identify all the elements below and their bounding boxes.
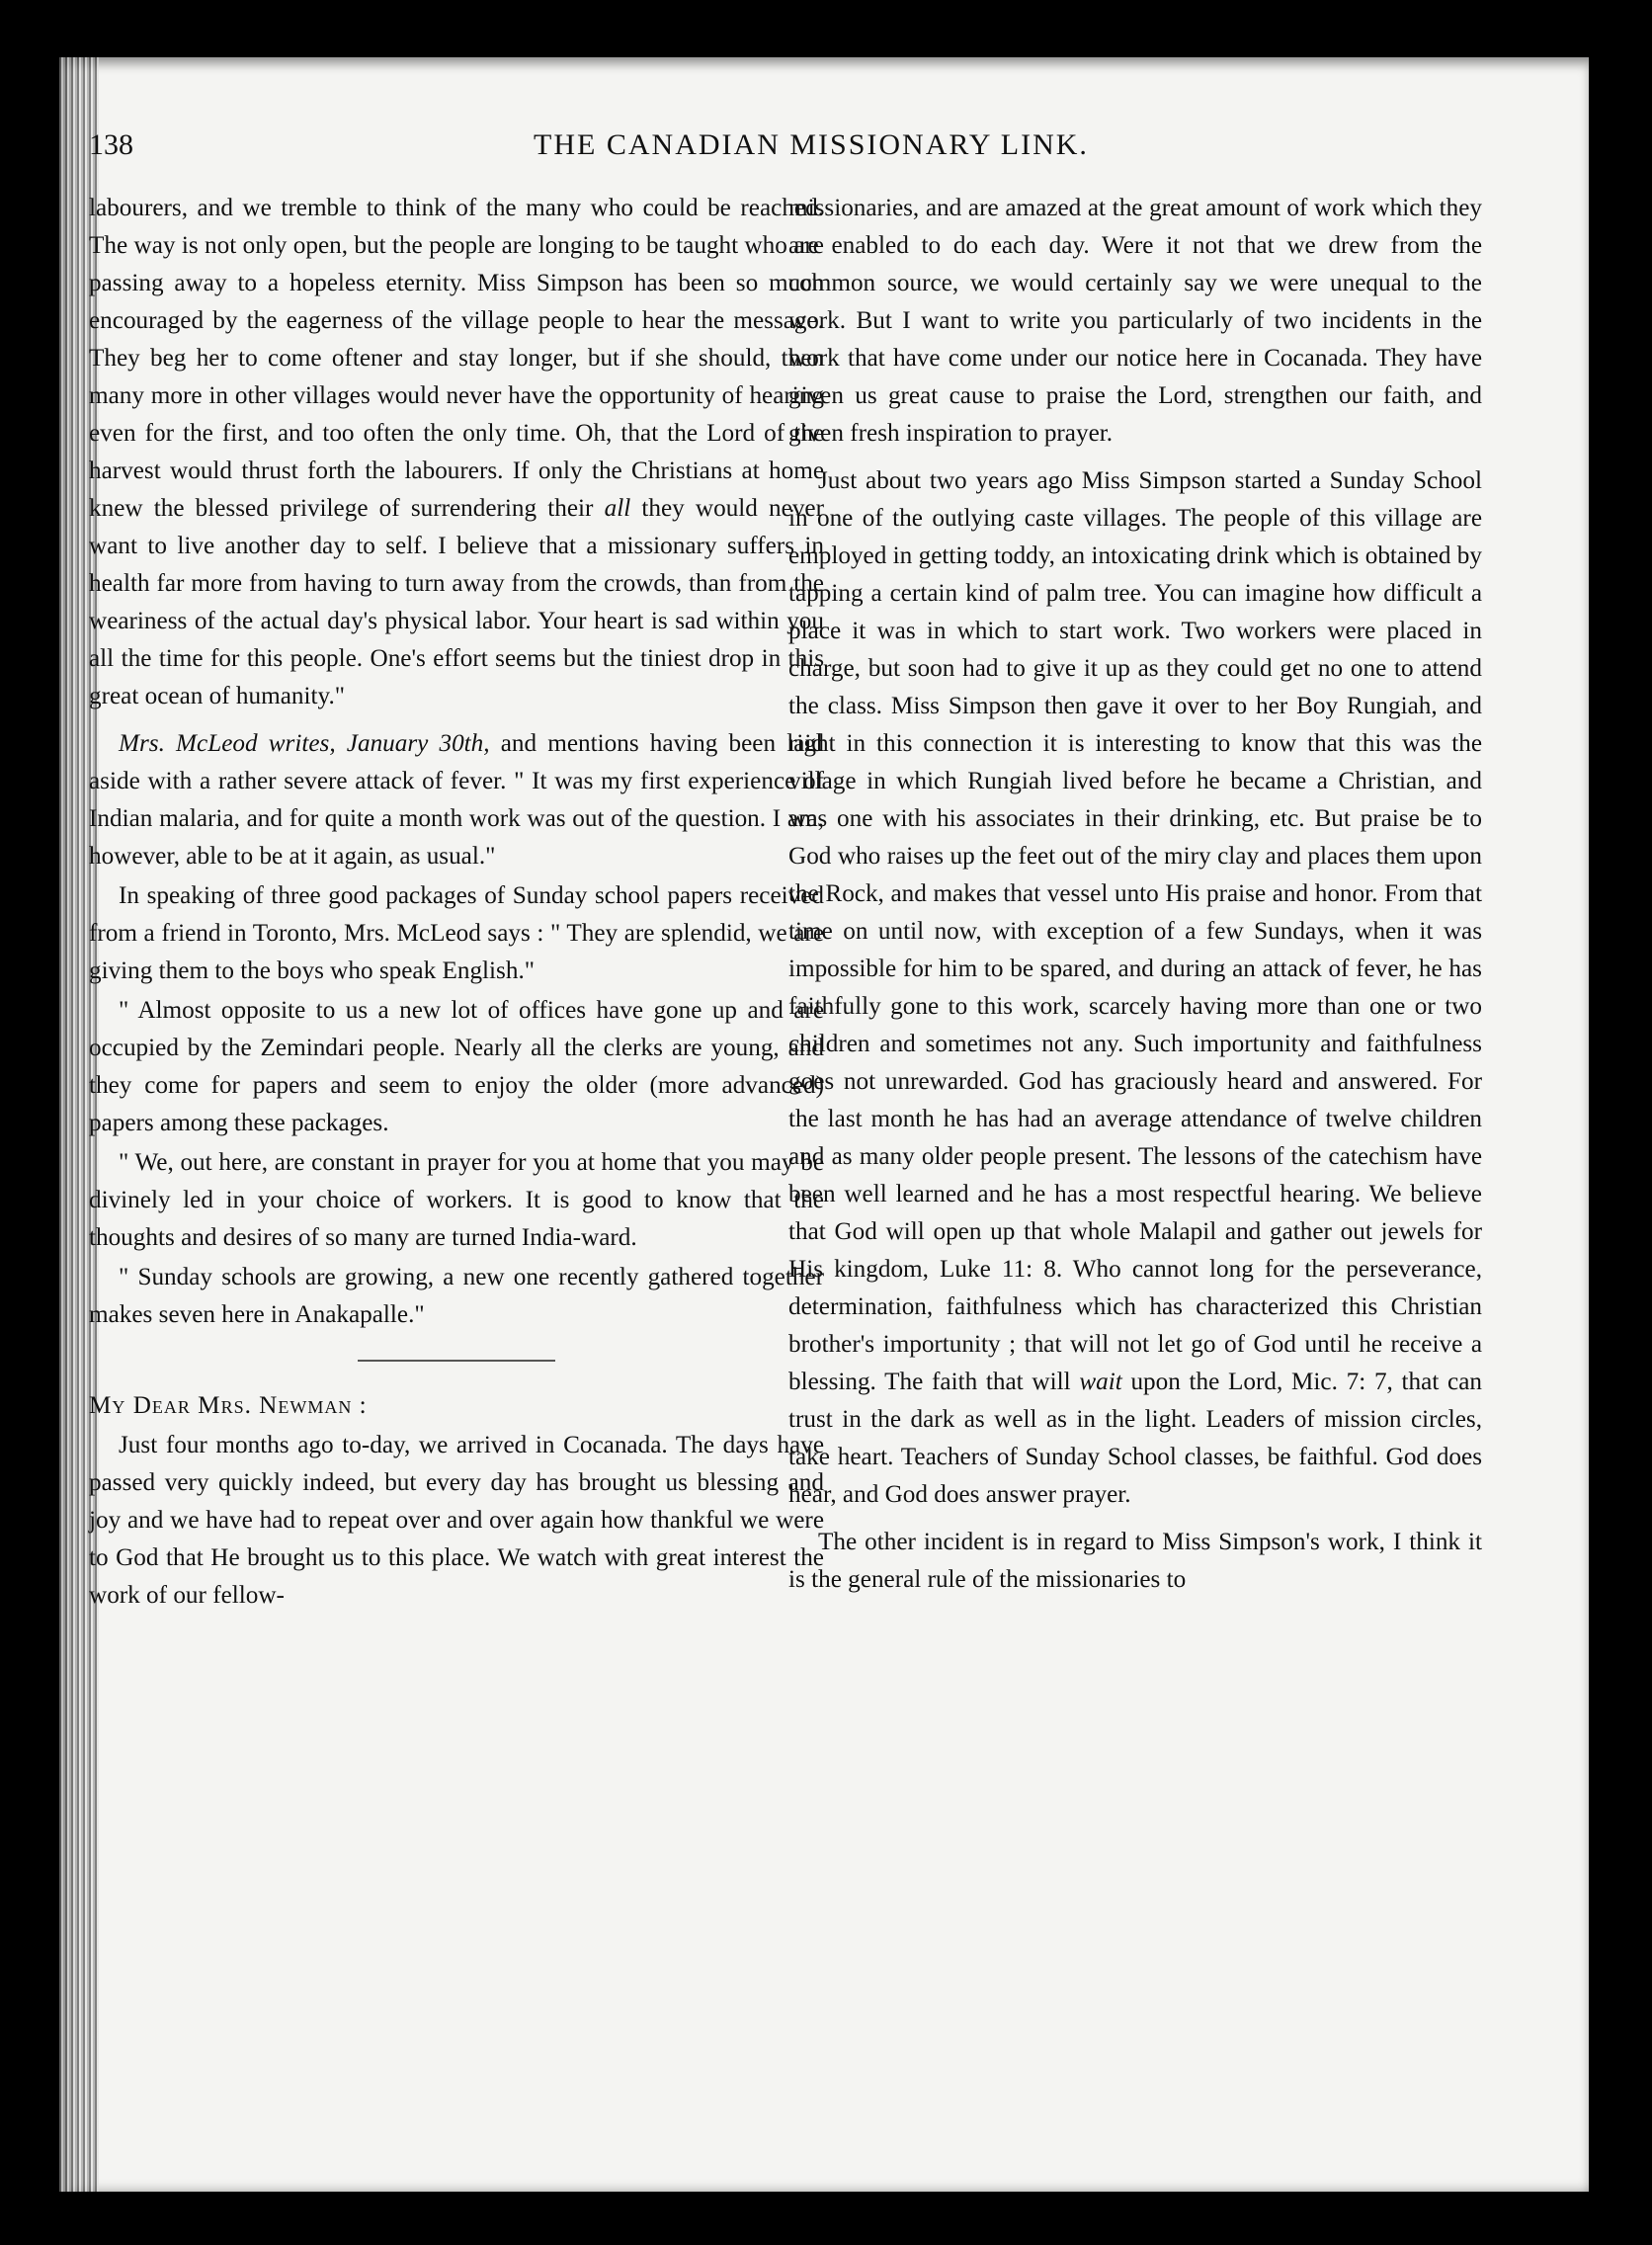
page-number: 138 xyxy=(89,128,133,161)
italic-text: Mrs. McLeod writes, January 30th, xyxy=(119,730,490,757)
right-column xyxy=(788,190,1482,1601)
left-column xyxy=(89,190,824,1617)
text-run: Just about two years ago Miss Simpson started a Sunday School in one of the outlying caste villages. The people of this village are employed in getting toddy, an intoxicating drink which is obtained by tapping a certain kind of palm tree. You can imagine how difficult a place it was in which to start work. Two workers were placed in charge, but soon had to give it up as they could get no one to attend the class. Miss Simpson then gave it over to her Boy Rungiah, and right in this connection it is interesting to know that this was the village in which Rungiah lived before he became a Christian, and was one with his associates in their drinking, etc. But praise be to God who raises up the feet out of the miry clay and places them upon the Rock, and makes that vessel unto His praise and honor. From that time on until now, with exception of a few Sundays, when it was impossible for him to be spared, and during an attack of fever, he has faithfully gone to this work, scarcely having more than one or two children and sometimes not any. Such importunity and faithfulness goes not unrewarded. God has graciously heard and answered. For the last month he has had an average attendance of twelve children and as many older people present. The lessons of the catechism have been well learned and he has a most respectful hearing. We believe that God will open up that whole Malapil and gather out jewels for His kingdom, Luke 11: 8. Who cannot long for the perseverance, determination, faithfulness which has characterized this Christian brother's importunity ; that will not let go of God until he receive a blessing. The faith that will xyxy=(788,467,1482,1395)
paragraph xyxy=(89,190,824,715)
running-title: THE CANADIAN MISSIONARY LINK. xyxy=(534,128,1089,161)
paragraph: Just four months ago to-day, we arrived in Cocanada. The days have passed very quickly indeed, but every day has brought us blessing and joy and we have had to repeat over and over again how thankful we were to God that He brought us to this place. We watch with great interest the work of our fellow- xyxy=(89,1432,824,1609)
paragraph xyxy=(89,725,824,875)
text-run: and mentions having been laid aside with a rather severe attack of fever. " It was my first experience of Indian malaria, and for quite a month work was out of the question. I am, however, able to be at it again, as usual." xyxy=(89,730,825,870)
page-header xyxy=(89,128,1533,178)
paragraph: The other incident is in regard to Miss Simpson's work, I think it is the general rule of the missionaries to xyxy=(788,1529,1482,1593)
text-run: upon the Lord, Mic. 7: 7, that can trust in the dark as well as in the light. Leaders of mission circles, take heart. Teachers of Sunday School classes, be faithful. God does hear, and God does answer prayer. xyxy=(788,1369,1483,1508)
paragraph: " Sunday schools are growing, a new one recently gathered together makes seven here in Anakapalle." xyxy=(89,1264,824,1328)
italic-text: all xyxy=(604,495,631,522)
paragraph: missionaries, and are amazed at the great amount of work which they are enabled to do each day. Were it not that we drew from the common source, we would certainly say we were unequal to the work. But I want to write you particularly of two incidents in the work that have come under our notice here in Cocanada. They have given us great cause to praise the Lord, strengthen our faith, and given fresh inspiration to prayer. xyxy=(788,195,1482,447)
paragraph: " We, out here, are constant in prayer for you at home that you may be divinely led in your choice of workers. It is good to know that the thoughts and desires of so many are turned India-ward. xyxy=(89,1149,824,1251)
text-run: labourers, and we tremble to think of the many who could be reached. The way is not only open, but the people are longing to be taught who are passing away to a hopeless eternity. Miss Simpson has been so much encouraged by the eagerness of the village people to hear the message. They beg her to come oftener and stay longer, but if she should, then many more in other villages would never have the opportunity of hearing even for the first, and too often the only time. Oh, that the Lord of the harvest would thrust forth the labourers. If only the Christians at home knew the blessed privilege of surrendering their xyxy=(89,195,824,522)
paragraph xyxy=(788,462,1482,1514)
paragraph: In speaking of three good packages of Sunday school papers received from a friend in Toronto, Mrs. McLeod says : " They are splendid, we are giving them to the boys who speak English." xyxy=(89,882,824,984)
italic-text: wait xyxy=(1079,1369,1122,1395)
paragraph: " Almost opposite to us a new lot of offices have gone up and are occupied by the Zemindari people. Nearly all the clerks are young, and they come for papers and seem to enjoy the older (more advanced) papers among these packages. xyxy=(89,997,824,1136)
text-run: they would never want to live another day to self. I believe that a missionary suffers in health far more from having to turn away from the crowds, than from the weariness of the actual day's physical labor. Your heart is sad within you all the time for this people. One's effort seems but the tiniest drop in this great ocean of humanity." xyxy=(89,495,824,709)
section-divider xyxy=(358,1360,555,1362)
letter-salutation: My Dear Mrs. Newman : xyxy=(89,1392,368,1419)
